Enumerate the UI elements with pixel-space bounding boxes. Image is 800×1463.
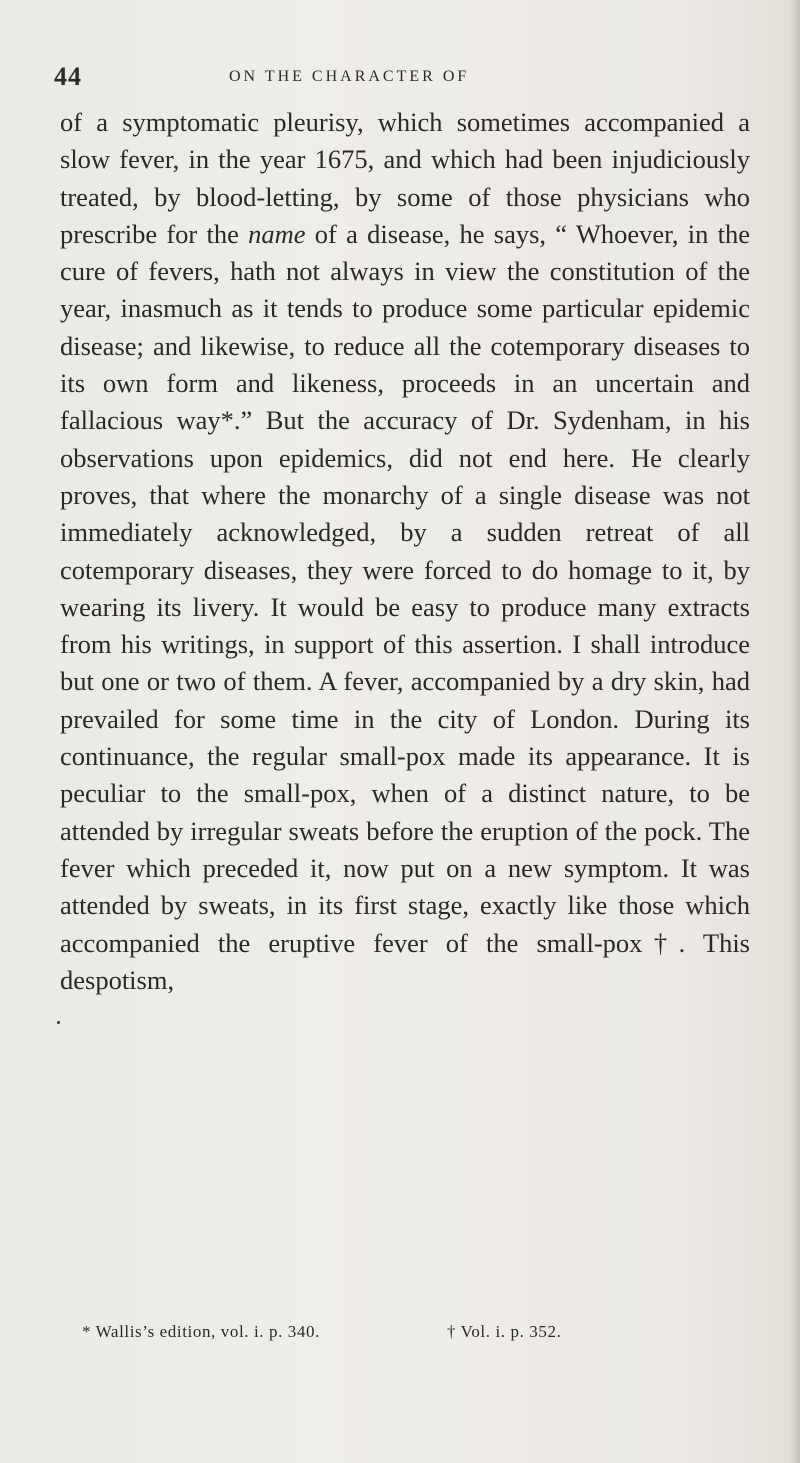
- margin-mark: [57, 1021, 60, 1024]
- page-number: 44: [54, 62, 82, 91]
- running-head: ON THE CHARACTER OF: [229, 68, 470, 85]
- page-header: [54, 62, 744, 102]
- footnotes: [82, 1322, 732, 1352]
- body-text-segment: of a symptomatic pleurisy, which sometimes accompanied a slow fever, in the year 1675, and which had been injudiciously treated, by blood-letting, by some of those physicians who prescribe for the: [60, 107, 750, 249]
- footnote-vol: † Vol. i. p. 352.: [447, 1322, 562, 1341]
- italic-word: name: [248, 218, 306, 249]
- footnote-wallis: * Wallis’s edition, vol. i. p. 340.: [82, 1322, 320, 1341]
- body-text-segment: of a disease, he says, “ Whoever, in the cure of fevers, hath not always in view the constitution of the year, inasmuch as it tends to produce some particular epidemic disease; and likewise, to reduce all the cotemporary diseases to its own form and likeness, proceeds in an uncertain and fallacious way*.” But the accuracy of Dr. Sydenham, in his observations upon epidemics, did not end here. He clearly proves, that where the monarchy of a single disease was not immediately acknowledged, by a sudden retreat of all cotemporary diseases, they were forced to do homage to it, by wearing its livery. It would be easy to produce many extracts from his writings, in support of this assertion. I shall introduce but one or two of them. A fever, accompanied by a dry skin, had prevailed for some time in the city of London. During its continuance, the regular small-pox made its appearance. It is peculiar to the small-pox, when of a distinct nature, to be attended by irregular sweats before the eruption of the pock. The fever which preceded it, now put on a new symptom. It was attended by sweats, in its first stage, exactly like those which accompanied the eruptive fever of the small-pox†. This despotism,: [60, 218, 750, 995]
- body-paragraph: [60, 104, 750, 999]
- page-edge-shadow: [790, 0, 800, 1463]
